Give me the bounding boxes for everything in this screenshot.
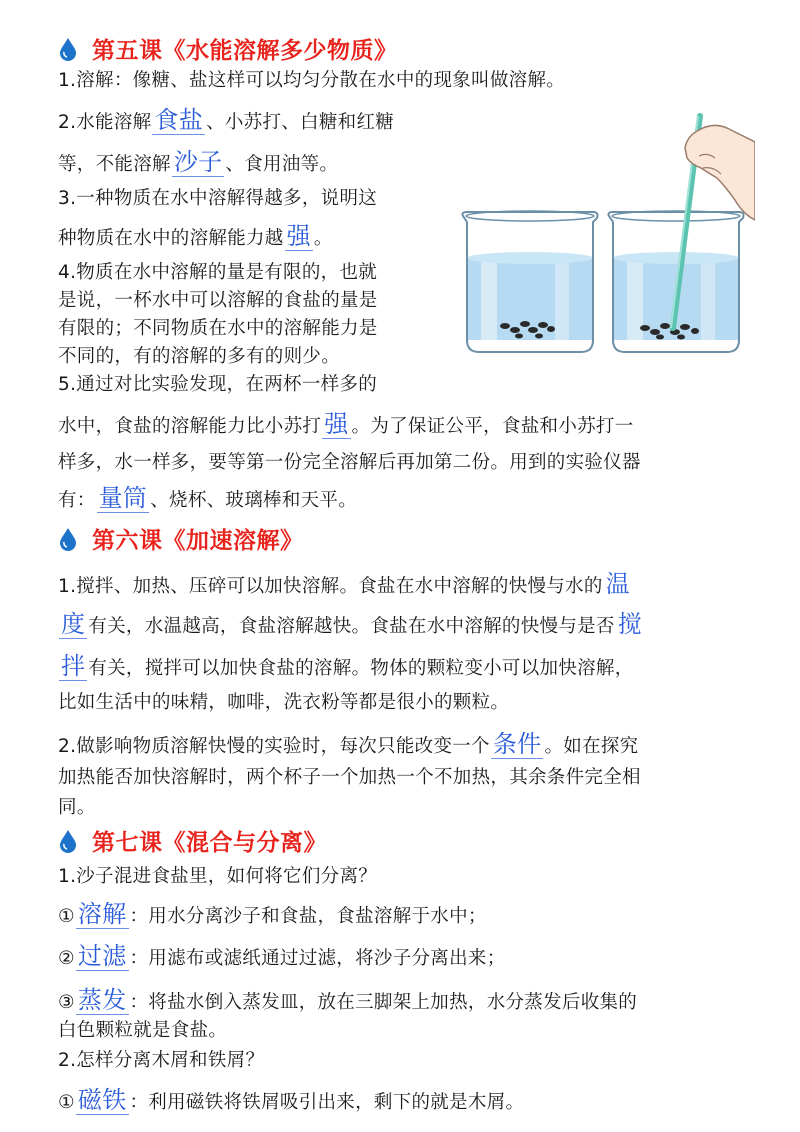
lesson7-step2 [58,942,506,972]
answer-sand: 沙子 [173,148,223,176]
lesson5-point4-line4: 不同的，有的溶解的多有的则少。 [58,346,341,367]
answer-dissolve: 溶解 [77,900,127,928]
lesson5-point5-line1: 5.通过对比实验发现，在两杯一样多的 [58,374,378,395]
text: 2.水能溶解 [58,112,152,133]
text: ：利用磁铁将铁屑吸引出来，剩下的就是木屑。 [129,1092,525,1113]
answer-condition: 条件 [492,730,542,758]
answer-evaporate: 蒸发 [77,986,127,1014]
text: 、小苏打、白糖和红糖 [206,112,395,133]
text: ：将盐水倒入蒸发皿，放在三脚架上加热，水分蒸发后收集的 [129,992,638,1013]
text: 等，不能溶解 [58,154,171,175]
lesson5-point2-line1 [58,106,394,136]
lesson6-point2-line2: 加热能否加快溶解时，两个杯子一个加热一个不加热，其余条件完全相 [58,767,641,788]
water-drop-icon [58,527,78,551]
answer-temperature-part1: 温 [605,570,630,598]
step-number: ② [58,948,75,969]
text: 有关，水温越高，食盐溶解越快。食盐在水中溶解的快慢与是否 [88,616,615,637]
text: 、食用油等。 [225,154,339,175]
lesson5-point5-line2 [58,410,634,440]
step-number: ① [58,1092,75,1113]
lesson5-heading [58,32,398,65]
lesson6-point1-line3 [58,652,634,682]
lesson6-point1-line1 [58,570,633,600]
lesson7-step-magnet [58,1086,524,1116]
answer-strong: 强 [286,222,311,250]
lesson6-heading [58,522,304,555]
lesson6-title: 第六课《加速溶解》 [92,528,304,554]
lesson7-step3-line2: 白色颗粒就是食盐。 [58,1020,228,1041]
text: ：用水分离沙子和食盐，食盐溶解于水中； [129,906,487,927]
lesson7-question1: 1.沙子混进食盐里，如何将它们分离？ [58,866,378,887]
water-drop-icon [58,37,78,61]
answer-temperature-part2: 度 [61,610,86,638]
beakers-illustration [455,108,755,368]
answer-measuring-cylinder: 量筒 [98,484,148,512]
left-beaker [463,211,598,352]
lesson5-point3-line2 [58,222,333,252]
text: 有： [58,490,96,511]
lesson5-point1: 1.溶解：像糖、盐这样可以均匀分散在水中的现象叫做溶解。 [58,70,566,91]
lesson5-point4-line2: 是说，一杯水中可以溶解的食盐的量是 [58,290,378,311]
lesson5-point2-line2 [58,148,338,178]
text: 水中，食盐的溶解能力比小苏打 [58,416,322,437]
answer-stir-part2: 拌 [61,652,86,680]
lesson7-question2: 2.怎样分离木屑和铁屑？ [58,1050,265,1071]
text: 2.做影响物质溶解快慢的实验时，每次只能改变一个 [58,736,490,757]
lesson7-step3-line1 [58,986,637,1016]
step-number: ① [58,906,75,927]
lesson7-heading [58,824,327,857]
lesson5-point4-line1: 4.物质在水中溶解的量是有限的，也就 [58,262,378,283]
text: 。如在探究 [544,736,639,757]
text: 1.搅拌、加热、压碎可以加快溶解。食盐在水中溶解的快慢与水的 [58,576,603,597]
answer-magnet: 磁铁 [77,1086,127,1114]
lesson5-point4-line3: 有限的；不同物质在水中的溶解能力是 [58,318,378,339]
text: 、烧杯、玻璃棒和天平。 [150,490,358,511]
water-drop-icon [58,829,78,853]
answer-strong-2: 强 [324,410,349,438]
lesson5-point5-line4 [58,484,357,514]
right-beaker [609,116,756,352]
lesson6-point2-line1 [58,730,638,760]
lesson5-title: 第五课《水能溶解多少物质》 [92,38,398,64]
lesson7-title: 第七课《混合与分离》 [92,830,327,856]
answer-filter: 过滤 [77,942,127,970]
lesson5-point3-line1: 3.一种物质在水中溶解得越多，说明这 [58,188,378,209]
text: 。 [313,228,333,249]
answer-stir-part1: 搅 [617,610,643,638]
text: 有关，搅拌可以加快食盐的溶解。物体的颗粒变小可以加快溶解， [88,658,634,679]
lesson6-point2-line3: 同。 [58,797,96,818]
lesson6-point1-line2 [58,610,645,640]
step-number: ③ [58,992,75,1013]
answer-salt: 食盐 [154,106,204,134]
lesson7-step1 [58,900,487,930]
text: ：用滤布或滤纸通过过滤，将沙子分离出来； [129,948,506,969]
lesson5-point5-line3: 样多，水一样多，要等第一份完全溶解后再加第二份。用到的实验仪器 [58,452,641,473]
lesson6-point1-line4: 比如生活中的味精，咖啡，洗衣粉等都是很小的颗粒。 [58,692,510,713]
text: 。为了保证公平，食盐和小苏打一 [351,416,634,437]
text: 种物质在水中的溶解能力越 [58,228,284,249]
